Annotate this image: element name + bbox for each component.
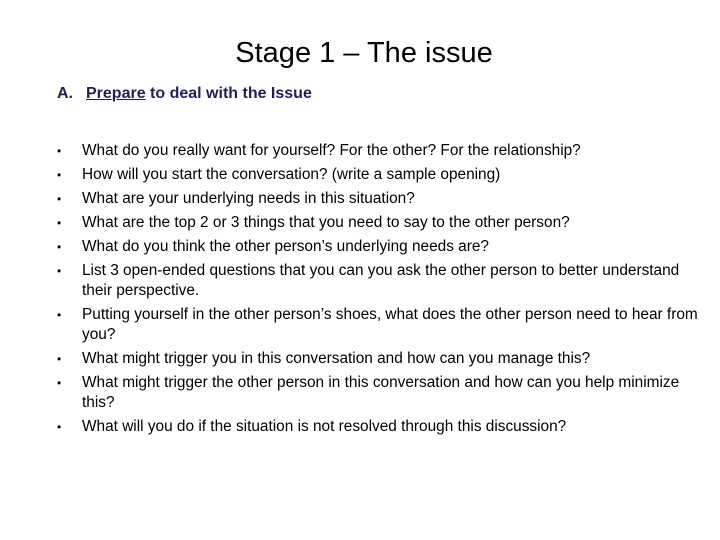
list-item-text: What will you do if the situation is not resolved through this discussion? bbox=[82, 418, 567, 435]
list-item bbox=[57, 235, 707, 259]
list-item bbox=[57, 303, 707, 347]
bullet-icon: • bbox=[57, 352, 62, 366]
list-item-text: What might trigger the other person in this conversation and how can you help minimize this? bbox=[82, 374, 680, 411]
list-item-text: What are your underlying needs in this situation? bbox=[82, 190, 415, 207]
list-item-text: What do you think the other person’s underlying needs are? bbox=[82, 238, 489, 255]
bullet-icon: • bbox=[57, 240, 62, 254]
list-item bbox=[57, 187, 707, 211]
slide-title: Stage 1 – The issue bbox=[235, 37, 493, 69]
list-item bbox=[57, 139, 707, 163]
section-heading bbox=[57, 84, 312, 104]
list-item bbox=[57, 163, 707, 187]
bullet-icon: • bbox=[57, 420, 62, 434]
bullet-icon: • bbox=[57, 168, 62, 182]
question-list bbox=[57, 139, 707, 439]
bullet-icon: • bbox=[57, 192, 62, 206]
bullet-icon: • bbox=[57, 216, 62, 230]
list-item bbox=[57, 211, 707, 235]
list-item-text: What do you really want for yourself? For the other? For the relationship? bbox=[82, 142, 581, 159]
list-item-text: Putting yourself in the other person’s shoes, what does the other person need to hear from you? bbox=[82, 306, 698, 343]
list-item-text: How will you start the conversation? (write a sample opening) bbox=[82, 166, 501, 183]
bullet-icon: • bbox=[57, 308, 62, 322]
list-item-text: What are the top 2 or 3 things that you need to say to the other person? bbox=[82, 214, 570, 231]
list-item bbox=[57, 259, 707, 303]
list-item bbox=[57, 347, 707, 371]
bullet-icon: • bbox=[57, 144, 62, 158]
section-marker: A. bbox=[57, 85, 73, 102]
list-item bbox=[57, 415, 707, 439]
list-item-text: List 3 open-ended questions that you can you ask the other person to better understand their perspective. bbox=[82, 262, 680, 299]
section-heading-rest: to deal with the Issue bbox=[145, 85, 312, 102]
section-underlined-word: Prepare bbox=[86, 85, 146, 102]
bullet-icon: • bbox=[57, 264, 62, 278]
list-item bbox=[57, 371, 707, 415]
list-item-text: What might trigger you in this conversation and how can you manage this? bbox=[82, 350, 591, 367]
bullet-icon: • bbox=[57, 376, 62, 390]
